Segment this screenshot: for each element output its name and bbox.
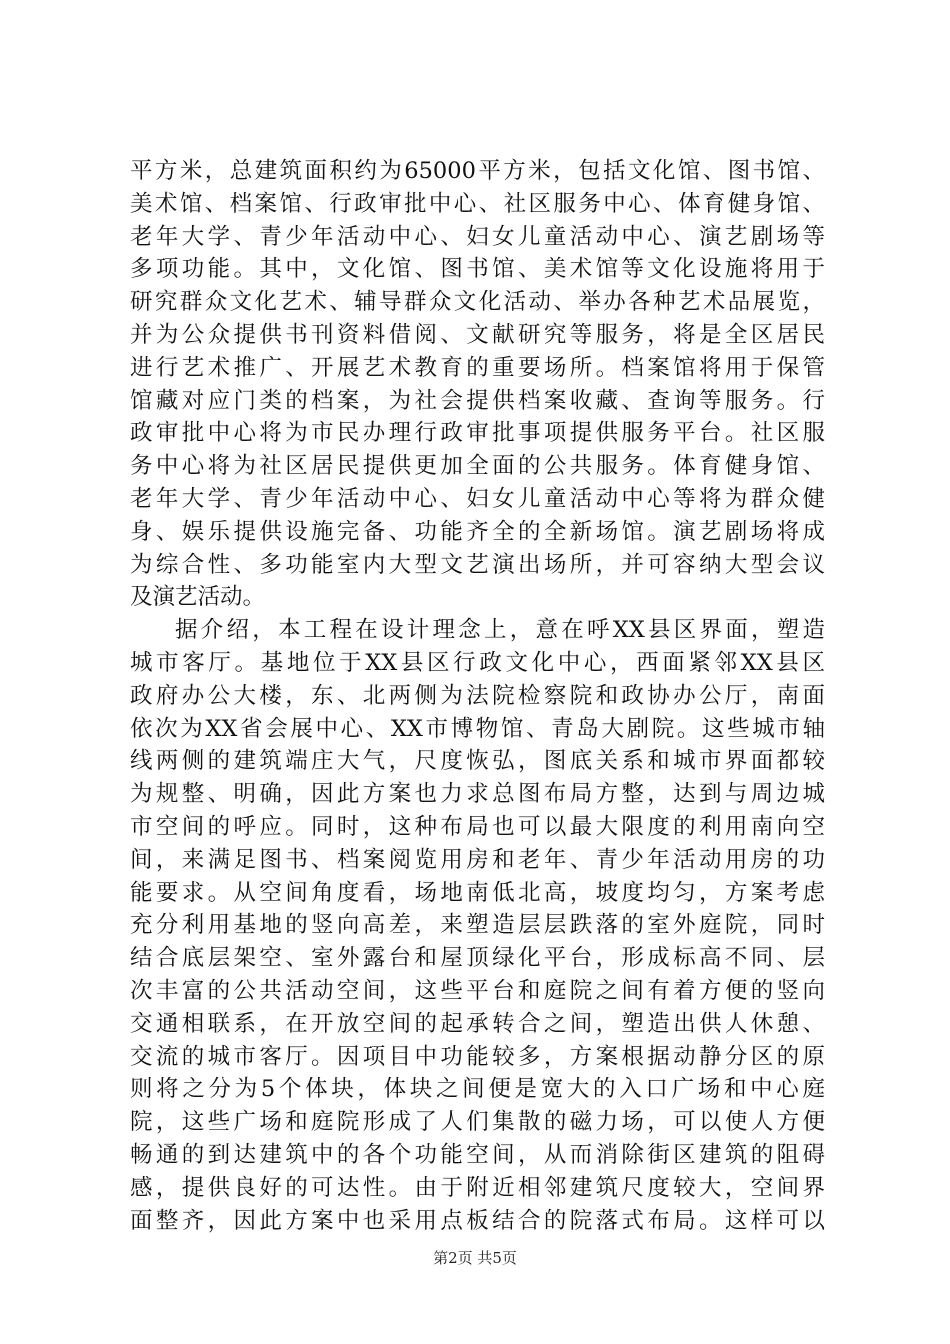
text-line: 感，提供良好的可达性。由于附近相邻建筑尺度较大，空间界 (130, 1174, 825, 1201)
text-line: 依次为XX省会展中心、XX市博物馆、青岛大剧院。这些城市轴 (130, 715, 825, 742)
text-line: 老年大学、青少年活动中心、妇女儿童活动中心等将为群众健 (130, 485, 825, 512)
text-line: 则将之分为5个体块，体块之间便是宽大的入口广场和中心庭 (130, 1076, 825, 1103)
text-line: 进行艺术推广、开展艺术教育的重要场所。档案馆将用于保管 (130, 354, 825, 381)
text-line: 美术馆、档案馆、行政审批中心、社区服务中心、体育健身馆、 (130, 190, 825, 217)
text-line: 及演艺活动。 (130, 584, 266, 611)
text-line: 多项功能。其中，文化馆、图书馆、美术馆等文化设施将用于 (130, 256, 825, 283)
text-line: 充分利用基地的竖向高差，来塑造层层跌落的室外庭院，同时 (130, 912, 825, 939)
text-line: 为规整、明确，因此方案也力求总图布局方整，达到与周边城 (130, 781, 825, 808)
text-line: 政审批中心将为市民办理行政审批事项提供服务平台。社区服 (130, 420, 825, 447)
text-line: 研究群众文化艺术、辅导群众文化活动、举办各种艺术品展览， (130, 289, 825, 316)
text-line: 为综合性、多功能室内大型文艺演出场所，并可容纳大型会议 (130, 551, 825, 578)
text-line: 能要求。从空间角度看，场地南低北高，坡度均匀，方案考虑 (130, 879, 825, 906)
text-line: 政府办公大楼，东、北两侧为法院检察院和政协办公厅，南面 (130, 682, 825, 709)
text-line: 身、娱乐提供设施完备、功能齐全的全新场馆。演艺剧场将成 (130, 518, 825, 545)
text-line: 间，来满足图书、档案阅览用房和老年、青少年活动用房的功 (130, 846, 825, 873)
text-line: 平方米，总建筑面积约为65000平方米，包括文化馆、图书馆、 (130, 158, 825, 184)
page-number: 第2页 共5页 (433, 1249, 517, 1267)
text-line: 次丰富的公共活动空间，这些平台和庭院之间有着方便的竖向 (130, 977, 825, 1004)
text-line: 畅通的到达建筑中的各个功能空间，从而消除街区建筑的阻碍 (130, 1141, 825, 1168)
text-line: 城市客厅。基地位于XX县区行政文化中心，西面紧邻XX县区 (130, 649, 825, 676)
text-line: 线两侧的建筑端庄大气，尺度恢弘，图底关系和城市界面都较 (130, 748, 825, 775)
document-body (130, 155, 825, 1237)
text-line: 并为公众提供书刊资料借阅、文献研究等服务，将是全区居民 (130, 321, 825, 348)
text-line: 院，这些广场和庭院形成了人们集散的磁力场，可以使人方便 (130, 1109, 825, 1136)
text-line: 交流的城市客厅。因项目中功能较多，方案根据动静分区的原 (130, 1043, 825, 1070)
paragraph-2 (130, 614, 825, 1237)
text-line: 市空间的呼应。同时，这种布局也可以最大限度的利用南向空 (130, 813, 825, 840)
text-line: 结合底层架空、室外露台和屋顶绿化平台，形成标高不同、层 (130, 945, 825, 972)
text-line: 务中心将为社区居民提供更加全面的公共服务。体育健身馆、 (130, 453, 825, 480)
text-line: 老年大学、青少年活动中心、妇女儿童活动中心、演艺剧场等 (130, 223, 825, 250)
text-line: 据介绍，本工程在设计理念上，意在呼XX县区界面，塑造 (175, 617, 825, 644)
page-footer (0, 1247, 950, 1268)
text-line: 面整齐，因此方案中也采用点板结合的院落式布局。这样可以 (130, 1207, 825, 1234)
text-line: 馆藏对应门类的档案，为社会提供档案收藏、查询等服务。行 (130, 387, 825, 414)
text-line: 交通相联系，在开放空间的起承转合之间，塑造出供人休憩、 (130, 1010, 825, 1037)
paragraph-1 (130, 155, 825, 614)
